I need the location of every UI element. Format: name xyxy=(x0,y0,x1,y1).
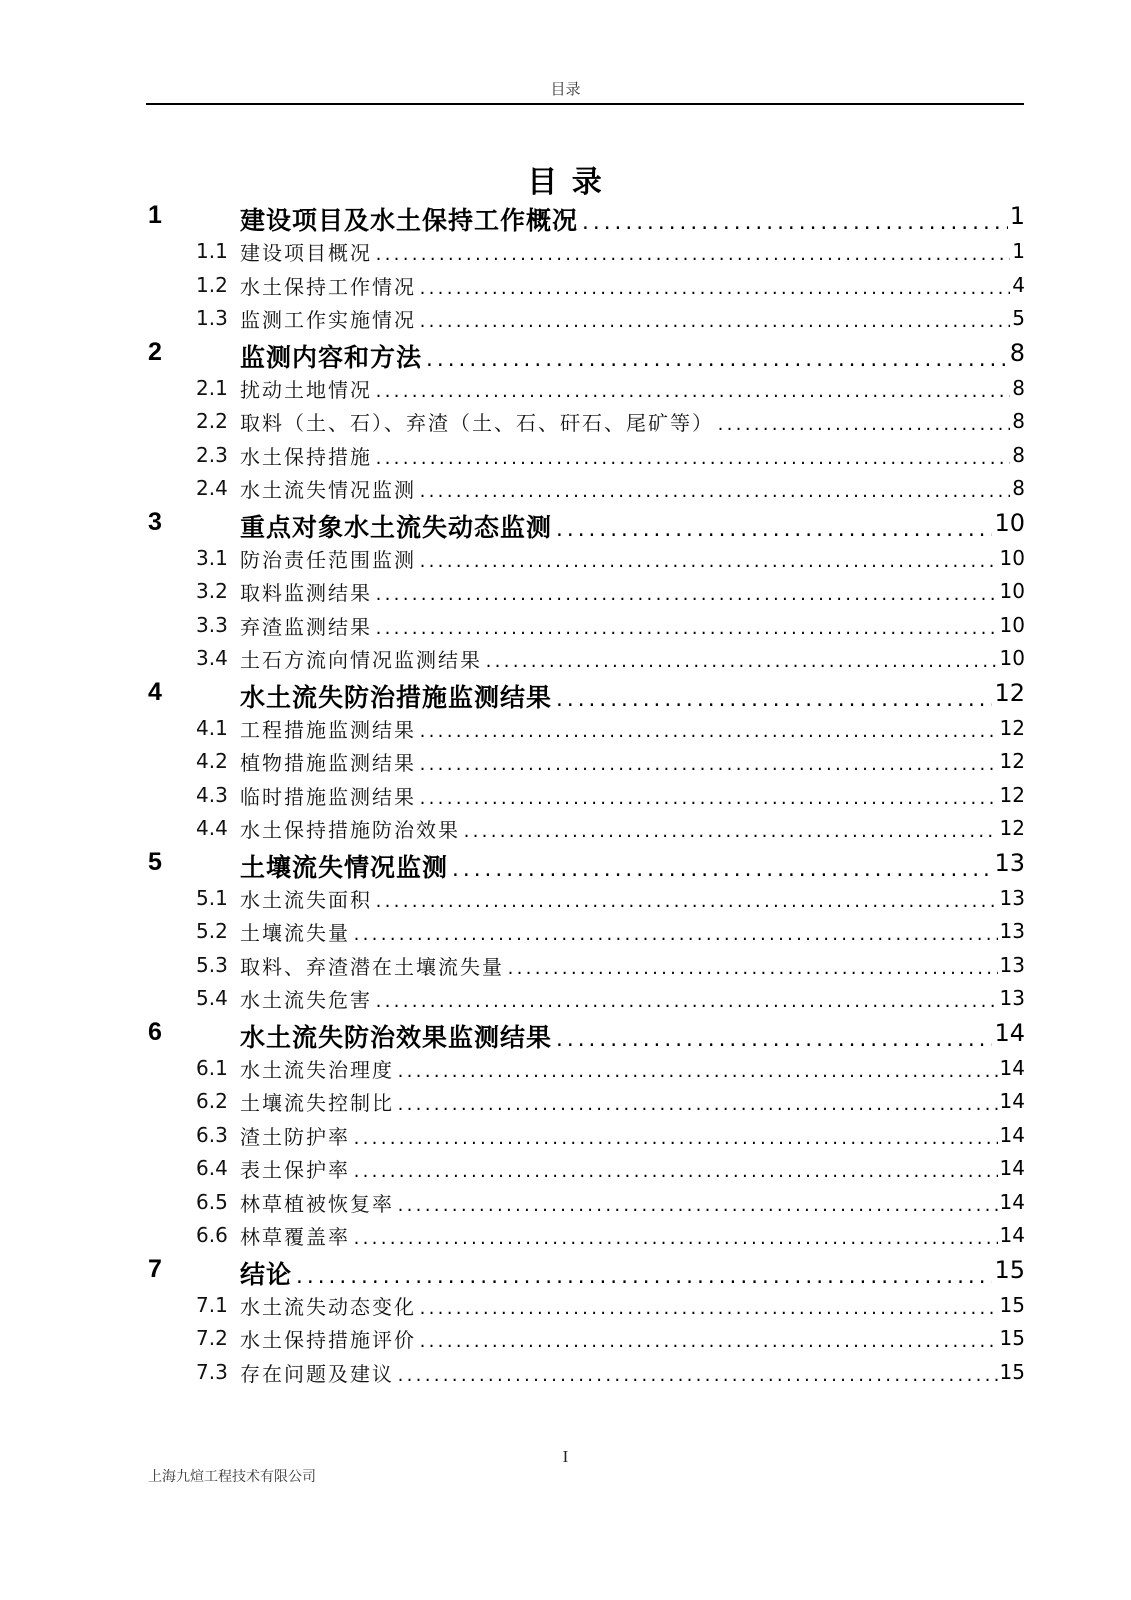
toc-entry-leader xyxy=(240,407,1025,436)
toc-dot-leader xyxy=(716,416,1025,434)
toc-entry-page: 14 xyxy=(999,1223,1025,1247)
toc-entry-title: 水土流失面积 xyxy=(240,887,372,912)
toc-entry-leader xyxy=(240,747,1025,776)
toc-entry-title: 林草覆盖率 xyxy=(240,1225,350,1249)
footer-page-number: I xyxy=(562,1447,569,1466)
toc-entry-page: 15 xyxy=(999,1292,1025,1317)
toc-section-entry[interactable] xyxy=(0,917,1131,950)
toc-entry-title: 重点对象水土流失动态监测 xyxy=(240,512,553,542)
toc-entry-leader xyxy=(240,577,1025,606)
toc-entry-leader xyxy=(240,304,1025,333)
toc-dot-leader xyxy=(396,1367,1025,1385)
toc-entry-number: 5.1 xyxy=(196,885,228,910)
toc-dot-leader xyxy=(424,350,1025,371)
toc-entry-number: 3.2 xyxy=(196,579,228,603)
toc-dot-leader xyxy=(352,926,1025,944)
toc-entry-page: 5 xyxy=(1012,306,1025,330)
toc-dot-leader xyxy=(450,860,1025,881)
toc-entry-number: 6.1 xyxy=(196,1055,228,1080)
toc-entry-leader xyxy=(240,917,1025,946)
toc-entry-page: 14 xyxy=(999,1055,1025,1080)
toc-dot-leader xyxy=(374,586,1025,604)
toc-dot-leader xyxy=(418,756,1025,774)
toc-entry-page: 12 xyxy=(999,816,1025,840)
toc-entry-page: 10 xyxy=(999,579,1025,603)
toc-entry-number: 3 xyxy=(148,507,162,536)
toc-entry-page: 14 xyxy=(999,1156,1025,1180)
toc-entry-title: 水土流失情况监测 xyxy=(240,478,416,502)
toc-dot-leader xyxy=(418,1300,1025,1318)
toc-chapter-entry[interactable] xyxy=(0,508,1131,544)
toc-entry-page: 15 xyxy=(994,1255,1025,1284)
toc-entry-title: 建设项目概况 xyxy=(240,241,372,265)
toc-entry-title: 取料监测结果 xyxy=(240,581,372,605)
toc-title: 目 录 xyxy=(527,165,604,200)
toc-dot-leader xyxy=(462,823,1025,841)
toc-entry-number: 2 xyxy=(148,337,162,366)
toc-entry-leader xyxy=(240,644,1025,673)
toc-section-entry[interactable] xyxy=(0,407,1131,440)
toc-entry-title: 土石方流向情况监测结果 xyxy=(240,648,482,672)
toc-chapter-entry[interactable] xyxy=(0,678,1131,714)
toc-entry-number: 1.1 xyxy=(196,239,228,263)
toc-entry-page: 8 xyxy=(1012,409,1025,433)
toc-chapter-entry[interactable] xyxy=(0,848,1131,884)
toc-entry-page: 8 xyxy=(1009,338,1025,367)
toc-entry-number: 3.1 xyxy=(196,545,228,570)
toc-entry-page: 14 xyxy=(999,1122,1025,1147)
toc-entry-number: 6.3 xyxy=(196,1122,228,1147)
toc-entry-number: 2.1 xyxy=(196,375,228,400)
toc-entry-page: 14 xyxy=(999,1089,1025,1113)
toc-dot-leader xyxy=(418,723,1025,741)
toc-section-entry[interactable] xyxy=(0,884,1131,917)
toc-entry-title: 取料、弃渣潜在土壤流失量 xyxy=(240,954,504,979)
toc-entry-leader xyxy=(240,884,1025,913)
footer-company-name: 上海九煊工程技术有限公司 xyxy=(148,1469,316,1485)
toc-section-entry[interactable] xyxy=(0,374,1131,407)
toc-entry-number: 7.2 xyxy=(196,1326,228,1350)
toc-section-entry[interactable] xyxy=(0,747,1131,780)
toc-entry-title: 结论 xyxy=(240,1259,293,1289)
toc-entry-page: 12 xyxy=(999,782,1025,807)
toc-chapter-entry[interactable] xyxy=(0,338,1131,374)
toc-section-entry[interactable] xyxy=(0,1221,1131,1254)
toc-section-entry[interactable] xyxy=(0,611,1131,644)
toc-entry-page: 15 xyxy=(999,1359,1025,1384)
toc-entry-number: 4.2 xyxy=(196,749,228,773)
toc-dot-leader xyxy=(374,383,1025,401)
toc-entry-title: 土壤流失控制比 xyxy=(240,1091,394,1115)
toc-dot-leader xyxy=(418,280,1025,298)
toc-entry-number: 6.2 xyxy=(196,1089,228,1113)
toc-entry-leader xyxy=(240,1121,1025,1150)
running-header: 目录 xyxy=(550,80,581,98)
toc-dot-leader xyxy=(484,653,1025,671)
toc-section-entry[interactable] xyxy=(0,644,1131,677)
toc-section-entry[interactable] xyxy=(0,1154,1131,1187)
toc-entry-page: 13 xyxy=(999,986,1025,1010)
toc-entry-leader xyxy=(240,1188,1025,1217)
toc-dot-leader xyxy=(374,993,1025,1011)
toc-entry-number: 7 xyxy=(148,1254,162,1283)
toc-entry-number: 6.6 xyxy=(196,1223,228,1247)
toc-chapter-entry[interactable] xyxy=(0,201,1131,237)
toc-entry-title: 临时措施监测结果 xyxy=(240,784,416,809)
toc-entry-title: 存在问题及建议 xyxy=(240,1361,394,1386)
toc-entry-page: 1 xyxy=(1012,239,1025,263)
toc-entry-page: 12 xyxy=(999,715,1025,740)
toc-entry-leader xyxy=(240,508,1025,544)
toc-entry-title: 土壤流失情况监测 xyxy=(240,852,449,882)
toc-section-entry[interactable] xyxy=(0,1087,1131,1120)
toc-entry-leader xyxy=(240,814,1025,843)
toc-entry-page: 10 xyxy=(999,612,1025,637)
toc-entry-number: 6.4 xyxy=(196,1156,228,1180)
toc-dot-leader xyxy=(418,790,1025,808)
toc-entry-title: 林草植被恢复率 xyxy=(240,1191,394,1216)
toc-entry-number: 1.2 xyxy=(196,272,228,297)
toc-entry-title: 防治责任范围监测 xyxy=(240,547,416,572)
toc-entry-leader xyxy=(240,441,1025,470)
toc-section-entry[interactable] xyxy=(0,271,1131,304)
toc-entry-leader xyxy=(240,1324,1025,1353)
toc-dot-leader xyxy=(554,690,1025,711)
toc-entry-number: 1.3 xyxy=(196,306,228,330)
toc-entry-leader xyxy=(240,271,1025,300)
toc-entry-title: 水土流失防治措施监测结果 xyxy=(240,682,553,712)
toc-entry-number: 4.4 xyxy=(196,816,228,840)
toc-entry-page: 10 xyxy=(999,646,1025,670)
toc-entry-leader xyxy=(240,1154,1025,1183)
toc-entry-leader xyxy=(240,1255,1025,1291)
toc-entry-page: 13 xyxy=(994,848,1025,877)
toc-entry-page: 8 xyxy=(1012,476,1025,500)
toc-entry-leader xyxy=(240,374,1025,403)
toc-entry-number: 3.3 xyxy=(196,612,228,637)
toc-entry-title: 水土保持措施防治效果 xyxy=(240,818,460,842)
toc-entry-title: 渣土防护率 xyxy=(240,1124,350,1149)
toc-entry-leader xyxy=(240,714,1025,743)
header-divider xyxy=(146,103,1024,105)
toc-entry-page: 12 xyxy=(994,678,1025,707)
toc-dot-leader xyxy=(418,1333,1025,1351)
toc-entry-title: 扰动土地情况 xyxy=(240,377,372,402)
toc-dot-leader xyxy=(352,1130,1025,1148)
toc-entry-page: 14 xyxy=(999,1189,1025,1214)
toc-section-entry[interactable] xyxy=(0,304,1131,337)
toc-entry-title: 工程措施监测结果 xyxy=(240,717,416,742)
toc-entry-number: 7.1 xyxy=(196,1292,228,1317)
toc-entry-number: 2.4 xyxy=(196,476,228,500)
toc-entry-title: 水土保持工作情况 xyxy=(240,274,416,299)
toc-entry-title: 水土流失防治效果监测结果 xyxy=(240,1022,553,1052)
toc-entry-title: 土壤流失量 xyxy=(240,921,350,945)
toc-section-entry[interactable] xyxy=(0,237,1131,270)
toc-dot-leader xyxy=(374,450,1025,468)
toc-entry-number: 5.3 xyxy=(196,952,228,977)
toc-entry-title: 水土流失危害 xyxy=(240,988,372,1012)
toc-section-entry[interactable] xyxy=(0,1054,1131,1087)
toc-section-entry[interactable] xyxy=(0,441,1131,474)
toc-entry-number: 6.5 xyxy=(196,1189,228,1214)
toc-entry-leader xyxy=(240,201,1025,237)
toc-dot-leader xyxy=(396,1063,1025,1081)
toc-section-entry[interactable] xyxy=(0,814,1131,847)
toc-dot-leader xyxy=(396,1197,1025,1215)
toc-dot-leader xyxy=(374,246,1025,264)
toc-section-entry[interactable] xyxy=(0,474,1131,507)
toc-entry-page: 13 xyxy=(999,952,1025,977)
toc-entry-number: 2.2 xyxy=(196,409,228,433)
toc-section-entry[interactable] xyxy=(0,984,1131,1017)
toc-entry-leader xyxy=(240,544,1025,573)
toc-entry-title: 表土保护率 xyxy=(240,1158,350,1182)
toc-entry-number: 3.4 xyxy=(196,646,228,670)
toc-entry-number: 4.3 xyxy=(196,782,228,807)
toc-section-entry[interactable] xyxy=(0,1121,1131,1154)
toc-section-entry[interactable] xyxy=(0,1188,1131,1221)
toc-section-entry[interactable] xyxy=(0,1324,1131,1357)
toc-entry-leader xyxy=(240,338,1025,374)
toc-entry-page: 8 xyxy=(1012,375,1025,400)
toc-entry-page: 12 xyxy=(999,749,1025,773)
toc-section-entry[interactable] xyxy=(0,1358,1131,1391)
toc-section-entry[interactable] xyxy=(0,544,1131,577)
toc-entry-title: 水土流失治理度 xyxy=(240,1057,394,1082)
toc-dot-leader xyxy=(352,1163,1025,1181)
toc-chapter-entry[interactable] xyxy=(0,1018,1131,1054)
toc-entry-leader xyxy=(240,1018,1025,1054)
toc-entry-page: 10 xyxy=(999,545,1025,570)
toc-dot-leader xyxy=(418,483,1025,501)
toc-entry-page: 13 xyxy=(999,919,1025,943)
toc-dot-leader xyxy=(418,313,1025,331)
toc-entry-leader xyxy=(240,848,1025,884)
toc-entry-number: 2.3 xyxy=(196,442,228,467)
toc-entry-number: 5.4 xyxy=(196,986,228,1010)
toc-entry-leader xyxy=(240,1087,1025,1116)
toc-dot-leader xyxy=(294,1267,1025,1288)
toc-entry-page: 1 xyxy=(1009,202,1025,230)
toc-entry-title: 植物措施监测结果 xyxy=(240,751,416,775)
toc-entry-leader xyxy=(240,951,1025,980)
toc-entry-number: 6 xyxy=(148,1017,162,1046)
toc-entry-leader xyxy=(240,984,1025,1013)
toc-dot-leader xyxy=(374,893,1025,911)
toc-dot-leader xyxy=(352,1230,1025,1248)
toc-section-entry[interactable] xyxy=(0,577,1131,610)
toc-entry-leader xyxy=(240,1221,1025,1250)
toc-entry-title: 取料（土、石）、弃渣（土、石、矸石、尾矿等） xyxy=(240,411,714,435)
toc-dot-leader xyxy=(374,620,1025,638)
toc-chapter-entry[interactable] xyxy=(0,1255,1131,1291)
toc-entry-number: 5.2 xyxy=(196,919,228,943)
toc-entry-leader xyxy=(240,611,1025,640)
toc-entry-leader xyxy=(240,474,1025,503)
toc-dot-leader xyxy=(554,1030,1025,1051)
toc-entry-title: 水土保持措施 xyxy=(240,444,372,469)
toc-section-entry[interactable] xyxy=(0,781,1131,814)
toc-entry-page: 13 xyxy=(999,885,1025,910)
toc-dot-leader xyxy=(554,520,1025,541)
toc-entry-page: 10 xyxy=(994,508,1025,537)
toc-entry-leader xyxy=(240,678,1025,714)
toc-entry-title: 水土保持措施评价 xyxy=(240,1328,416,1352)
toc-entry-leader xyxy=(240,237,1025,266)
toc-entry-number: 4.1 xyxy=(196,715,228,740)
toc-section-entry[interactable] xyxy=(0,951,1131,984)
toc-entry-title: 监测内容和方法 xyxy=(240,342,423,372)
toc-entry-title: 监测工作实施情况 xyxy=(240,308,416,332)
toc-entry-number: 7.3 xyxy=(196,1359,228,1384)
toc-dot-leader xyxy=(506,960,1025,978)
toc-dot-leader xyxy=(396,1096,1025,1114)
toc-entry-title: 水土流失动态变化 xyxy=(240,1294,416,1319)
toc-entry-number: 1 xyxy=(148,201,162,229)
toc-entry-page: 15 xyxy=(999,1326,1025,1350)
toc-entry-page: 14 xyxy=(994,1018,1025,1047)
toc-entry-title: 建设项目及水土保持工作概况 xyxy=(240,206,579,235)
toc-section-entry[interactable] xyxy=(0,714,1131,747)
toc-entry-page: 4 xyxy=(1012,272,1025,297)
toc-dot-leader xyxy=(418,553,1025,571)
toc-entry-page: 8 xyxy=(1012,442,1025,467)
toc-section-entry[interactable] xyxy=(0,1291,1131,1324)
toc-dot-leader xyxy=(580,213,1025,234)
toc-entry-leader xyxy=(240,1358,1025,1387)
toc-entry-leader xyxy=(240,1291,1025,1320)
toc-entry-number: 5 xyxy=(148,847,162,876)
toc-entry-leader xyxy=(240,781,1025,810)
toc-entry-title: 弃渣监测结果 xyxy=(240,614,372,639)
toc-entry-leader xyxy=(240,1054,1025,1083)
toc-entry-number: 4 xyxy=(148,677,162,706)
